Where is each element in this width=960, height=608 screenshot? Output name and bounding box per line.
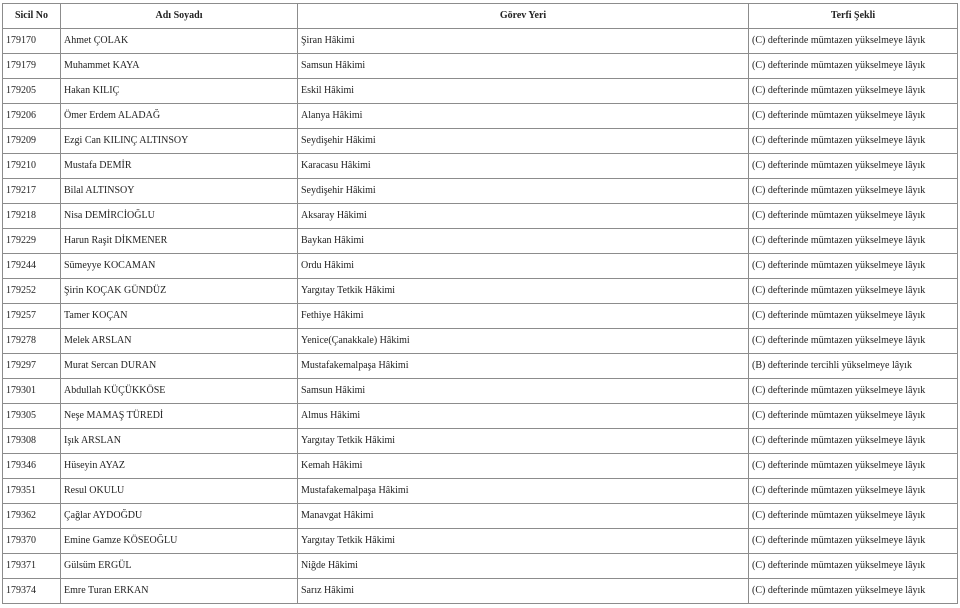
cell-adi-soyadi: Melek ARSLAN <box>61 329 298 354</box>
cell-sicil-no: 179179 <box>3 54 61 79</box>
table-row <box>3 579 958 604</box>
table-row <box>3 179 958 204</box>
cell-gorev-yeri: Ordu Hâkimi <box>298 254 749 279</box>
cell-sicil-no: 179305 <box>3 404 61 429</box>
table-row <box>3 404 958 429</box>
cell-gorev-yeri: Karacasu Hâkimi <box>298 154 749 179</box>
cell-sicil-no: 179218 <box>3 204 61 229</box>
cell-gorev-yeri: Kemah Hâkimi <box>298 454 749 479</box>
cell-terfi-sekli: (C) defterinde mümtazen yükselmeye lâyık <box>749 429 958 454</box>
cell-sicil-no: 179278 <box>3 329 61 354</box>
promotion-table <box>2 3 958 604</box>
cell-terfi-sekli: (C) defterinde mümtazen yükselmeye lâyık <box>749 479 958 504</box>
cell-adi-soyadi: Hüseyin AYAZ <box>61 454 298 479</box>
cell-terfi-sekli: (C) defterinde mümtazen yükselmeye lâyık <box>749 129 958 154</box>
cell-gorev-yeri: Niğde Hâkimi <box>298 554 749 579</box>
cell-sicil-no: 179205 <box>3 79 61 104</box>
cell-adi-soyadi: Muhammet KAYA <box>61 54 298 79</box>
cell-terfi-sekli: (C) defterinde mümtazen yükselmeye lâyık <box>749 154 958 179</box>
table-row <box>3 529 958 554</box>
cell-terfi-sekli: (C) defterinde mümtazen yükselmeye lâyık <box>749 204 958 229</box>
cell-sicil-no: 179229 <box>3 229 61 254</box>
cell-terfi-sekli: (C) defterinde mümtazen yükselmeye lâyık <box>749 179 958 204</box>
cell-sicil-no: 179257 <box>3 304 61 329</box>
cell-sicil-no: 179210 <box>3 154 61 179</box>
cell-sicil-no: 179346 <box>3 454 61 479</box>
cell-sicil-no: 179370 <box>3 529 61 554</box>
cell-gorev-yeri: Samsun Hâkimi <box>298 379 749 404</box>
table-header-row <box>3 4 958 29</box>
table-row <box>3 279 958 304</box>
cell-gorev-yeri: Aksaray Hâkimi <box>298 204 749 229</box>
cell-adi-soyadi: Mustafa DEMİR <box>61 154 298 179</box>
cell-terfi-sekli: (C) defterinde mümtazen yükselmeye lâyık <box>749 54 958 79</box>
header-sicil-no: Sicil No <box>3 4 61 29</box>
cell-gorev-yeri: Şiran Hâkimi <box>298 29 749 54</box>
cell-gorev-yeri: Yargıtay Tetkik Hâkimi <box>298 279 749 304</box>
cell-sicil-no: 179374 <box>3 579 61 604</box>
cell-terfi-sekli: (C) defterinde mümtazen yükselmeye lâyık <box>749 529 958 554</box>
cell-adi-soyadi: Ahmet ÇOLAK <box>61 29 298 54</box>
table-row <box>3 454 958 479</box>
cell-adi-soyadi: Nisa DEMİRCİOĞLU <box>61 204 298 229</box>
cell-terfi-sekli: (C) defterinde mümtazen yükselmeye lâyık <box>749 254 958 279</box>
cell-adi-soyadi: Tamer KOÇAN <box>61 304 298 329</box>
cell-gorev-yeri: Alanya Hâkimi <box>298 104 749 129</box>
cell-terfi-sekli: (C) defterinde mümtazen yükselmeye lâyık <box>749 329 958 354</box>
table-row <box>3 379 958 404</box>
cell-adi-soyadi: Neşe MAMAŞ TÜREDİ <box>61 404 298 429</box>
cell-terfi-sekli: (C) defterinde mümtazen yükselmeye lâyık <box>749 104 958 129</box>
table-row <box>3 29 958 54</box>
cell-gorev-yeri: Manavgat Hâkimi <box>298 504 749 529</box>
cell-terfi-sekli: (C) defterinde mümtazen yükselmeye lâyık <box>749 579 958 604</box>
table-row <box>3 104 958 129</box>
cell-terfi-sekli: (C) defterinde mümtazen yükselmeye lâyık <box>749 454 958 479</box>
cell-gorev-yeri: Fethiye Hâkimi <box>298 304 749 329</box>
table-row <box>3 154 958 179</box>
cell-sicil-no: 179170 <box>3 29 61 54</box>
cell-terfi-sekli: (B) defterinde tercihli yükselmeye lâyık <box>749 354 958 379</box>
cell-terfi-sekli: (C) defterinde mümtazen yükselmeye lâyık <box>749 554 958 579</box>
table-row <box>3 79 958 104</box>
cell-gorev-yeri: Eskil Hâkimi <box>298 79 749 104</box>
cell-gorev-yeri: Yargıtay Tetkik Hâkimi <box>298 429 749 454</box>
table-row <box>3 129 958 154</box>
cell-sicil-no: 179297 <box>3 354 61 379</box>
cell-sicil-no: 179371 <box>3 554 61 579</box>
cell-gorev-yeri: Baykan Hâkimi <box>298 229 749 254</box>
cell-adi-soyadi: Sümeyye KOCAMAN <box>61 254 298 279</box>
cell-adi-soyadi: Bilal ALTINSOY <box>61 179 298 204</box>
cell-sicil-no: 179206 <box>3 104 61 129</box>
table-row <box>3 479 958 504</box>
cell-sicil-no: 179301 <box>3 379 61 404</box>
table-row <box>3 54 958 79</box>
cell-sicil-no: 179351 <box>3 479 61 504</box>
cell-adi-soyadi: Şirin KOÇAK GÜNDÜZ <box>61 279 298 304</box>
table-row <box>3 504 958 529</box>
cell-sicil-no: 179244 <box>3 254 61 279</box>
cell-sicil-no: 179308 <box>3 429 61 454</box>
document-page <box>2 3 958 604</box>
cell-adi-soyadi: Çağlar AYDOĞDU <box>61 504 298 529</box>
cell-gorev-yeri: Samsun Hâkimi <box>298 54 749 79</box>
cell-terfi-sekli: (C) defterinde mümtazen yükselmeye lâyık <box>749 229 958 254</box>
cell-gorev-yeri: Sarız Hâkimi <box>298 579 749 604</box>
cell-adi-soyadi: Hakan KILIÇ <box>61 79 298 104</box>
header-terfi-sekli: Terfi Şekli <box>749 4 958 29</box>
table-row <box>3 254 958 279</box>
cell-sicil-no: 179362 <box>3 504 61 529</box>
table-row <box>3 229 958 254</box>
cell-gorev-yeri: Seydişehir Hâkimi <box>298 129 749 154</box>
cell-adi-soyadi: Gülsüm ERGÜL <box>61 554 298 579</box>
header-adi-soyadi: Adı Soyadı <box>61 4 298 29</box>
cell-sicil-no: 179217 <box>3 179 61 204</box>
cell-terfi-sekli: (C) defterinde mümtazen yükselmeye lâyık <box>749 404 958 429</box>
cell-terfi-sekli: (C) defterinde mümtazen yükselmeye lâyık <box>749 79 958 104</box>
cell-gorev-yeri: Almus Hâkimi <box>298 404 749 429</box>
cell-gorev-yeri: Yenice(Çanakkale) Hâkimi <box>298 329 749 354</box>
cell-sicil-no: 179209 <box>3 129 61 154</box>
table-body <box>3 29 958 604</box>
cell-adi-soyadi: Ömer Erdem ALADAĞ <box>61 104 298 129</box>
cell-sicil-no: 179252 <box>3 279 61 304</box>
cell-gorev-yeri: Seydişehir Hâkimi <box>298 179 749 204</box>
cell-terfi-sekli: (C) defterinde mümtazen yükselmeye lâyık <box>749 279 958 304</box>
table-row <box>3 554 958 579</box>
table-row <box>3 204 958 229</box>
cell-gorev-yeri: Mustafakemalpaşa Hâkimi <box>298 479 749 504</box>
table-row <box>3 304 958 329</box>
cell-adi-soyadi: Resul OKULU <box>61 479 298 504</box>
cell-adi-soyadi: Murat Sercan DURAN <box>61 354 298 379</box>
cell-adi-soyadi: Harun Raşit DİKMENER <box>61 229 298 254</box>
cell-adi-soyadi: Abdullah KÜÇÜKKÖSE <box>61 379 298 404</box>
table-row <box>3 329 958 354</box>
cell-adi-soyadi: Ezgi Can KILINÇ ALTINSOY <box>61 129 298 154</box>
header-gorev-yeri: Görev Yeri <box>298 4 749 29</box>
cell-terfi-sekli: (C) defterinde mümtazen yükselmeye lâyık <box>749 304 958 329</box>
cell-gorev-yeri: Yargıtay Tetkik Hâkimi <box>298 529 749 554</box>
cell-adi-soyadi: Işık ARSLAN <box>61 429 298 454</box>
cell-terfi-sekli: (C) defterinde mümtazen yükselmeye lâyık <box>749 29 958 54</box>
table-row <box>3 354 958 379</box>
cell-adi-soyadi: Emine Gamze KÖSEOĞLU <box>61 529 298 554</box>
table-row <box>3 429 958 454</box>
cell-gorev-yeri: Mustafakemalpaşa Hâkimi <box>298 354 749 379</box>
cell-terfi-sekli: (C) defterinde mümtazen yükselmeye lâyık <box>749 504 958 529</box>
cell-terfi-sekli: (C) defterinde mümtazen yükselmeye lâyık <box>749 379 958 404</box>
cell-adi-soyadi: Emre Turan ERKAN <box>61 579 298 604</box>
